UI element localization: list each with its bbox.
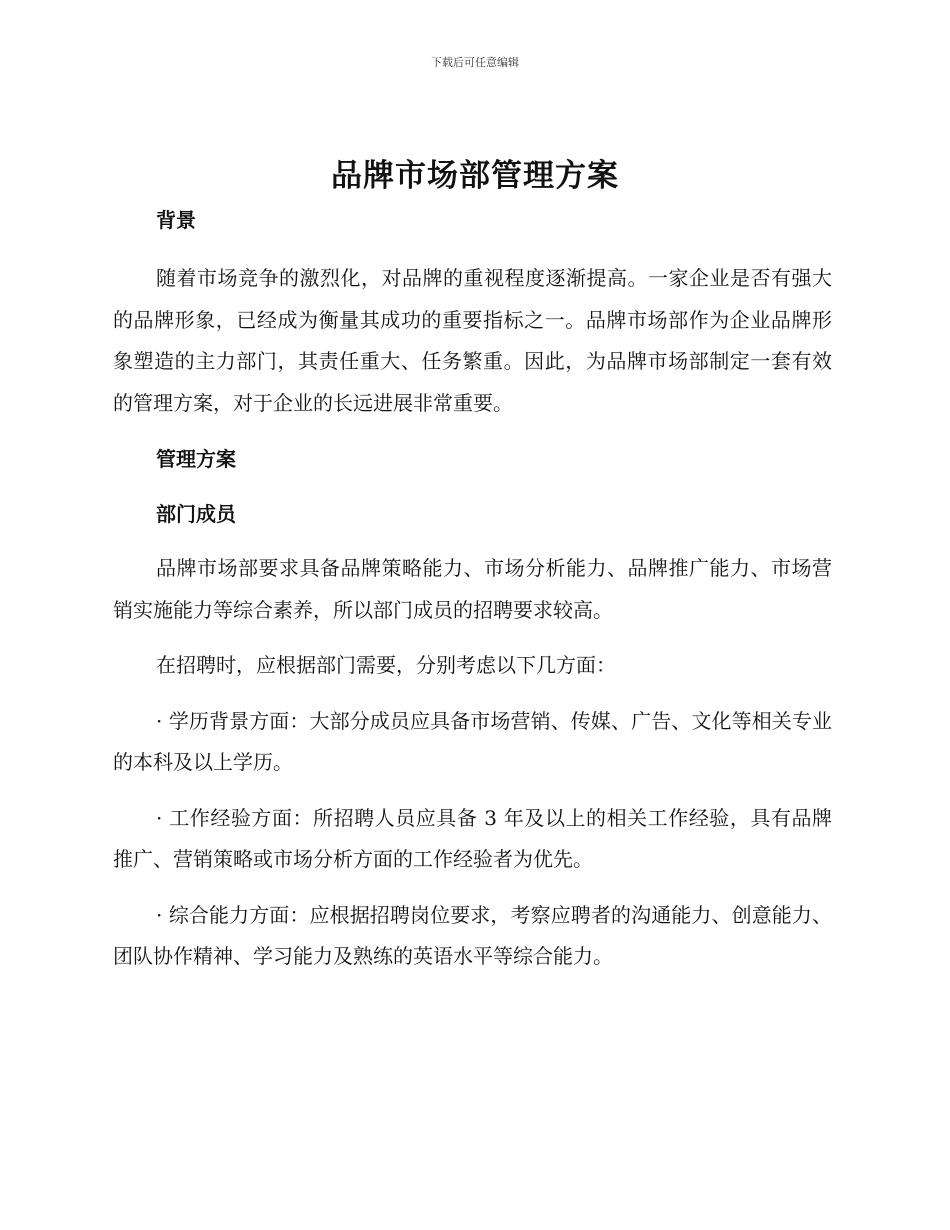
document-title: 品牌市场部管理方案	[331, 158, 619, 194]
page-header-note: 下载后可任意编辑	[431, 56, 519, 69]
document-body	[113, 197, 832, 981]
section-heading-background: 背景	[156, 208, 196, 232]
bullet-education: · 学历背景方面：大部分成员应具备市场营销、传媒、广告、文化等相关专业的本科及以上学历。	[113, 708, 832, 774]
bullet-experience: · 工作经验方面：所招聘人员应具备 3 年及以上的相关工作经验，具有品牌推广、营销策略或市场分析方面的工作经验者为优先。	[113, 805, 832, 871]
members-paragraph: 品牌市场部要求具备品牌策略能力、市场分析能力、品牌推广能力、市场营销实施能力等综合素养，所以部门成员的招聘要求较高。	[113, 556, 832, 622]
recruitment-intro-paragraph: 在招聘时，应根据部门需要，分别考虑以下几方面：	[156, 653, 616, 677]
section-heading-department-members: 部门成员	[156, 502, 236, 526]
background-paragraph: 随着市场竞争的激烈化，对品牌的重视程度逐渐提高。一家企业是否有强大的品牌形象，已经成为衡量其成功的重要指标之一。品牌市场部作为企业品牌形象塑造的主力部门，其责任重大、任务繁重。因此，为品牌市场部制定一套有效的管理方案，对于企业的长远进展非常重要。	[113, 266, 832, 415]
section-heading-management-plan: 管理方案	[156, 447, 236, 471]
bullet-abilities: · 综合能力方面：应根据招聘岗位要求，考察应聘者的沟通能力、创意能力、团队协作精神、学习能力及熟练的英语水平等综合能力。	[113, 902, 832, 968]
